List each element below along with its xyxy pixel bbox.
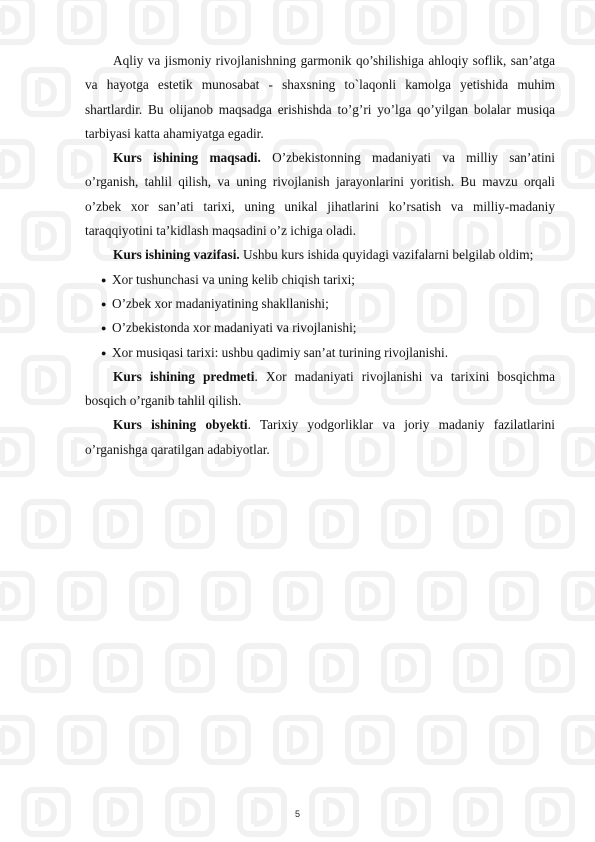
bullet-icon: ● xyxy=(101,298,107,309)
tasks-label: Kurs ishining vazifasi. xyxy=(113,247,240,263)
document-page xyxy=(85,49,555,462)
page-number: 5 xyxy=(294,809,300,819)
list-item: ● O’zbek xor madaniyatining shakllanishi; xyxy=(101,292,555,316)
bullet-icon: ● xyxy=(101,274,107,285)
list-item: ● Xor tushunchasi va uning kelib chiqish tarixi; xyxy=(101,268,555,292)
goal-label: Kurs ishining maqsadi. xyxy=(113,150,261,166)
tasks-list xyxy=(85,268,555,365)
subject-label: Kurs ishining predmeti xyxy=(113,368,255,384)
subject-text: . Xor madaniyati rivojlanishi va tarixini bosqichma bosqich o’rganib tahlil qilish. xyxy=(85,368,555,409)
object-paragraph xyxy=(85,413,555,462)
goal-text: O’zbekistonning madaniyati va milliy san’atini o’rganish, tahlil qilish, va uning rivojlanish jarayonlarini yoritish. Bu mavzu orqali o’zbek xor san’ati tarixi, uning unikal jihatlarini ko’rsatish va milliy-madaniy taraqqiyotini ta’kidlash maqsadini o’z ichiga oladi. xyxy=(85,150,555,239)
bullet-icon: ● xyxy=(101,323,107,334)
object-label: Kurs ishining obyekti xyxy=(113,417,248,433)
list-item: ● O’zbekistonda xor madaniyati va rivojlanishi; xyxy=(101,316,555,340)
tasks-text: Ushbu kurs ishida quyidagi vazifalarni belgilab oldim; xyxy=(239,247,534,263)
intro-paragraph: Aqliy va jismoniy rivojlanishning garmonik qo’shilishiga ahloqiy soflik, san’atga va hayotga estetik munosabat - shaxsning to`laqonli kamolga yetishida muhim shartlardir. Bu olijanob maqsadga erishishda to’g’ri yo’lga qo’yilgan bolalar musiqa tarbiyasi katta ahamiyatga egadir. xyxy=(85,53,555,141)
object-text: . Tarixiy yodgorliklar va joriy madaniy fazilatlarini o’rganishga qaratilgan adabiyotlar. xyxy=(85,417,555,457)
bullet-icon: ● xyxy=(101,347,107,358)
tasks-paragraph xyxy=(85,243,555,267)
subject-paragraph xyxy=(85,365,555,414)
goal-paragraph xyxy=(85,146,555,243)
list-item: ● Xor musiqasi tarixi: ushbu qadimiy san’at turining rivojlanishi. xyxy=(101,341,555,365)
